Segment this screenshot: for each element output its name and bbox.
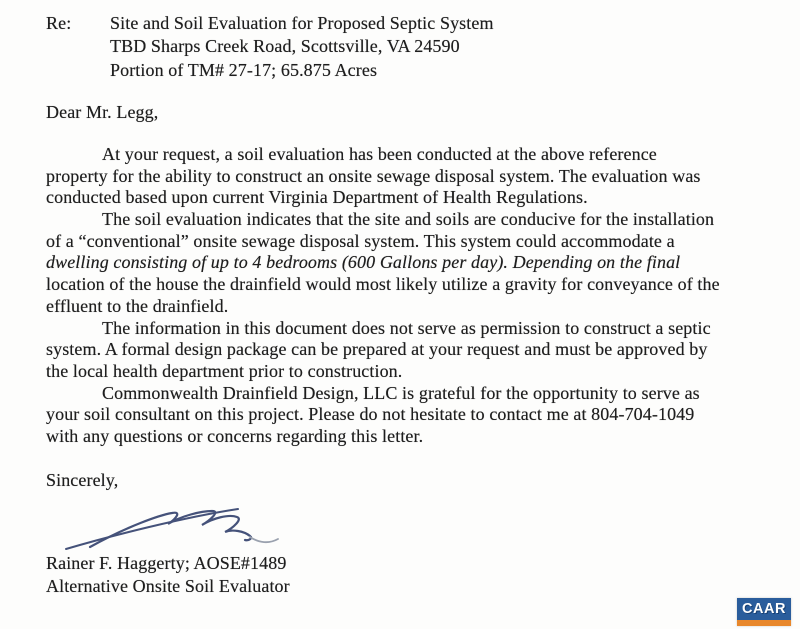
re-parcel-line: Portion of TM# 27-17; 65.875 Acres bbox=[110, 59, 378, 80]
body-line: of a “conventional” onsite sewage disposal system. This system could accommodate a bbox=[46, 230, 675, 251]
body-line: location of the house the drainfield would most likely utilize a gravity for conveyance of the bbox=[46, 274, 720, 295]
signature-stroke-tail bbox=[250, 537, 278, 542]
body-line: effluent to the drainfield. bbox=[46, 295, 229, 316]
body-line: conducted based upon current Virginia Department of Health Regulations. bbox=[46, 187, 588, 208]
salutation: Dear Mr. Legg, bbox=[46, 102, 159, 122]
re-address-line: TBD Sharps Creek Road, Scottsville, VA 24590 bbox=[110, 36, 460, 57]
body-line: The information in this document does not serve as permission to construct a septic bbox=[102, 317, 711, 338]
signature-stroke-zigzag bbox=[90, 511, 251, 547]
body-line: dwelling consisting of up to 4 bedrooms (600 Gallons per day). Depending on the final bbox=[46, 252, 681, 273]
valediction: Sincerely, bbox=[46, 470, 119, 490]
signer-name: Rainer F. Haggerty; AOSE#1489 bbox=[46, 553, 287, 573]
body-line: The soil evaluation indicates that the site and soils are conducive for the installation bbox=[102, 209, 715, 230]
re-label: Re: bbox=[46, 13, 72, 33]
body-line: with any questions or concerns regarding this letter. bbox=[46, 425, 424, 446]
re-subject-line: Site and Soil Evaluation for Proposed Septic System bbox=[110, 13, 494, 33]
caar-logo-bar bbox=[737, 620, 791, 626]
caar-logo-text: CAAR bbox=[742, 601, 786, 617]
body-line: the local health department prior to construction. bbox=[46, 360, 403, 381]
body-line: At your request, a soil evaluation has been conducted at the above reference bbox=[102, 144, 657, 164]
re-lines bbox=[110, 12, 494, 82]
body-line: your soil consultant on this project. Please do not hesitate to contact me at 804-704-1049 bbox=[46, 404, 695, 425]
body-line: system. A formal design package can be prepared at your request and must be approved by bbox=[46, 339, 708, 360]
caar-logo bbox=[737, 598, 791, 626]
body-line: Commonwealth Drainfield Design, LLC is grateful for the opportunity to serve as bbox=[102, 382, 700, 403]
caar-logo-field bbox=[737, 598, 791, 620]
body-line: property for the ability to construct an onsite sewage disposal system. The evaluation was bbox=[46, 165, 701, 186]
signature-stroke-slash bbox=[66, 509, 238, 549]
signer-title: Alternative Onsite Soil Evaluator bbox=[46, 576, 290, 597]
body-lines bbox=[46, 144, 780, 448]
signature-handwriting bbox=[50, 498, 290, 560]
signature-block bbox=[46, 552, 290, 599]
re-block bbox=[46, 12, 494, 82]
